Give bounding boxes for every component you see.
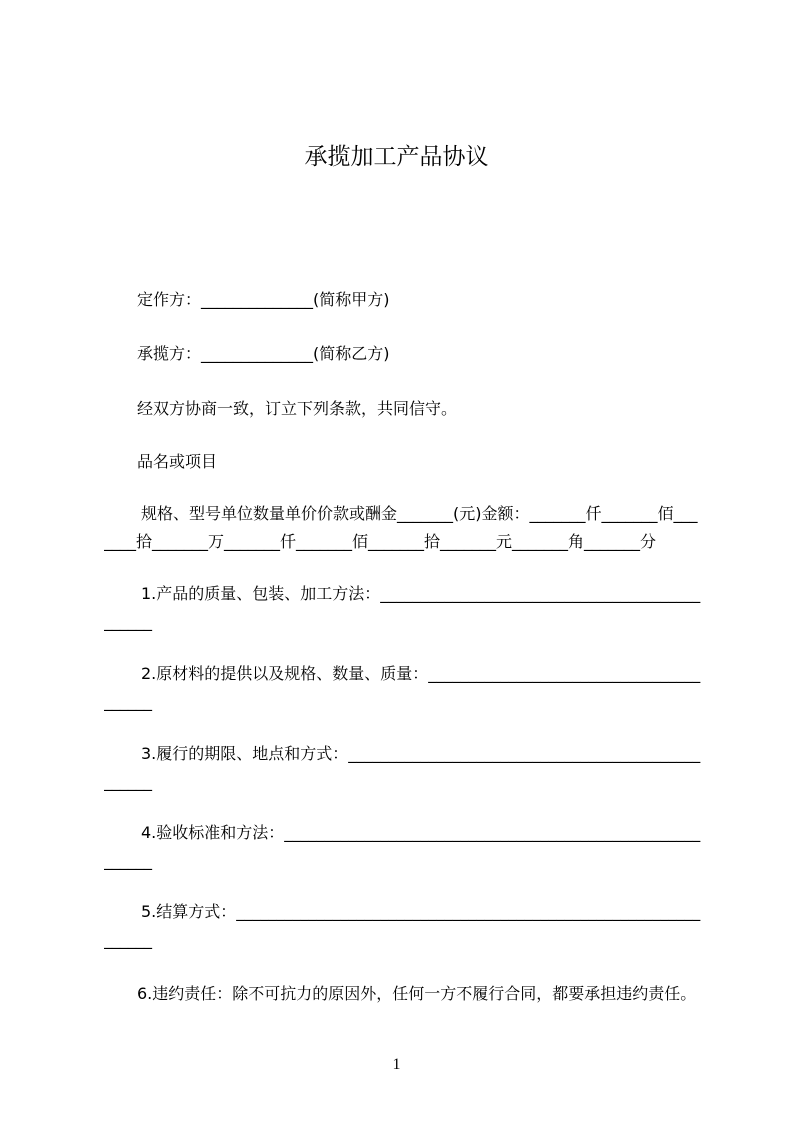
party-b-label: 承揽方： [137, 344, 202, 363]
clause-4-label: 4.验收标准和方法： [141, 823, 285, 842]
party-b-blank: ______________ [201, 344, 314, 363]
party-a-line [104, 286, 701, 314]
clause-2-label: 2.原材料的提供以及规格、数量、质量： [141, 664, 429, 683]
page-number: 1 [392, 1056, 401, 1073]
clause-2-continuation: ______ [104, 692, 152, 711]
party-a-blank: ______________ [201, 290, 314, 309]
clause-5-continuation: ______ [104, 930, 152, 949]
clause-6-line: 6.违约责任：除不可抗力的原因外，任何一方不履行合同，都要承担违约责任。 [137, 984, 697, 1003]
party-b-line [104, 340, 701, 368]
clause-1-label: 1.产品的质量、包装、加工方法： [141, 584, 381, 603]
clause-2-blank: __________________________________ [428, 664, 701, 683]
party-a-note: (简称甲方) [313, 290, 390, 309]
clause-1-continuation: ______ [104, 612, 152, 631]
product-heading: 品名或项目 [137, 452, 218, 471]
party-b-note: (简称乙方) [313, 344, 390, 363]
clause-3-continuation: ______ [104, 772, 152, 791]
clause-3-blank: ____________________________________________ [348, 744, 701, 763]
clause-4-continuation: ______ [104, 851, 152, 870]
clause-5-blank: __________________________________________________________ [236, 902, 701, 921]
party-a-label: 定作方： [137, 290, 202, 309]
spec-line-2: ____拾_______万_______仟_______佰_______拾_______元_______角_______分 [104, 532, 657, 551]
clause-1-line [104, 580, 701, 608]
clause-3-label: 3.履行的期限、地点和方式： [141, 744, 349, 763]
clause-1-blank: ________________________________________ [380, 584, 701, 603]
clause-4-blank: ____________________________________________________ [284, 823, 701, 842]
document-title: 承揽加工产品协议 [304, 144, 489, 170]
intro-paragraph: 经双方协商一致，订立下列条款，共同信守。 [137, 399, 458, 418]
clause-3-line [104, 740, 701, 768]
clause-4-line [104, 819, 701, 847]
clause-5-line [104, 898, 701, 926]
spec-line-1: 规格、型号单位数量单价价款或酬金_______(元)金额：_______仟_______佰___ [141, 504, 698, 523]
clause-2-line [104, 660, 701, 688]
clause-5-label: 5.结算方式： [141, 902, 237, 921]
